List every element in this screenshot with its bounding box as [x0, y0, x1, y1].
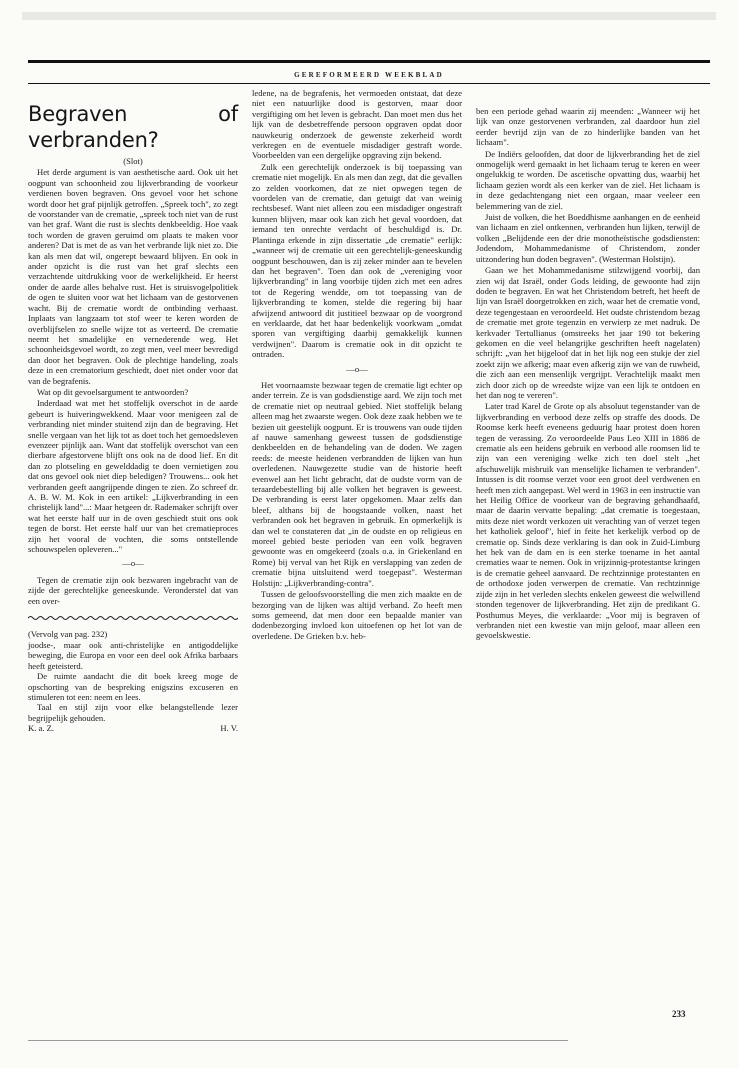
- paragraph: Tussen de geloofsvoorstelling die men zich maakte en de bezorging van de lijken was altijd verband. Zo heeft men soms gemeend, dat men door een bepaalde manier van dodenbezorging invloed kon uitoefenen op het lot van de overledene. De Grieken b.v. heb-: [252, 589, 462, 641]
- article-title: Begraven of verbranden?: [28, 102, 238, 152]
- section-separator: —o—: [346, 363, 368, 374]
- section-separator: —o—: [122, 558, 144, 569]
- header-rule-bottom: [28, 83, 710, 84]
- paragraph: Het voornaamste bezwaar tegen de crematie ligt echter op ander terrein. Ze is van godsdienstige aard. We zijn toch met de crematie niet op neutraal gebied. Niet stoffelijk belang alleen mag het zwaarste wegen. Ook deze zaak hebben we te bezien uit geestelijk oogpunt. Er is trouwens van oude tijden af nauwe samenhang geweest tussen de godsdienstige denkbeelden en de behandeling van de doden. We zagen reeds: de meeste heidenen verbrandden de lijken van hun overledenen. Nauwgezette studie van de historie heeft evenwel aan het licht gebracht, dat de oudste vorm van de teraardebestelling bij alle volken het begraven is geweest. De verbranding is eerst later opgekomen. Maar zelfs dan bleef, althans bij de hoogstaande volken, naast het verbranden ook het begraven in gebruik. En opmerkelijk is dan wel te constateren dat „in de oudste en op religieus en moreel gebied beste perioden van een volk begraven gewoonte was en omgekeerd (zoals o.a. in Griekenland en Rome) bij verval van het Rijk en verslapping van zeden de crematie bijna uitsluitend werd toegepast". Westerman Holstijn: „Lijkverbranding-contra".: [252, 379, 462, 588]
- continuation-block: [28, 629, 238, 733]
- signature-left: K. a. Z.: [28, 723, 55, 734]
- paragraph: Taal en stijl zijn voor elke belangstellende lezer begrijpelijk gehouden.: [28, 702, 238, 723]
- column-3: [476, 106, 700, 642]
- header-rule-top: [28, 60, 710, 63]
- paragraph: ledene, na de begrafenis, het vermoeden ontstaat, dat deze niet een natuurlijke dood is gestorven, maar door vergiftiging om het leven is gebracht. Dan moet men dus het lijk van de desbetreffende persoon opgraven opdat door nauwkeurig onderzoek de gewenste zekerheid wordt verkregen en de eventuele misdadiger gestraft worde. Voorbeelden van een dergelijke opgraving zijn bekend.: [252, 88, 462, 161]
- paragraph: Tegen de crematie zijn ook bezwaren ingebracht van de zijde der gerechtelijke geneeskunde. Veronderstel dat van een over-: [28, 574, 238, 606]
- paragraph: Gaan we het Mohammedanisme stilzwijgend voorbij, dan zien wij dat Israël, onder Gods leiding, de gewoonte had zijn doden te begraven. En wat het Christendom betreft, het heeft de lijn van Israël doorgetrokken en zich, waar het de crematie vond, deze tegengestaan en veroordeeld. Het oudste christendom bezag de crematie met grote tegenzin en verwierp ze met nadruk. De kerkvader Tertullianus (omstreeks het jaar 190 tot bekering gekomen en die veel belangrijke geschriften heeft nagelaten) schrijft: „van het bijgeloof dat in het lijk nog een stukje der ziel zoekt zijn we afkerig; maar even afkerig zijn we van de ruwheid, die zich aan een mensenlijk vergrijpt. Verachtelijk maakt men zich door zich op de wreedste wijze van een lijk te ontdoen en het dan nog te vereren".: [476, 265, 700, 400]
- paragraph: Juist de volken, die het Boeddhisme aanhangen en de eenheid van lichaam en ziel ontkennen, verbranden hun lijken, terwijl de volken „Belijdende een der drie monotheïstische godsdiensten: Jodendom, Mohammedanisme of Christendom, zonder uitzondering hun doden begraven". (Westerman Holstijn).: [476, 212, 700, 264]
- running-head: GEREFORMEERD WEEKBLAD: [294, 71, 444, 79]
- column-2: [252, 88, 462, 642]
- paragraph: ben een periode gehad waarin zij meenden: „Wanneer wij het lijk van onze gestorvenen verbranden, zal daardoor hun ziel eerder bevrijd zijn van de zo hinderlijke banden van het lichaam".: [476, 106, 700, 148]
- paragraph: De Indiërs geloofden, dat door de lijkverbranding het de ziel onmogelijk werd gemaakt in het lichaam terug te keren en weer ongelukkig te worden. De ascetische opvatting dus, waarbij het lichaam gezien wordt als een kerker van de ziel. Het lichaam is in deze gedachtengang niet een orgaan, maar veeleer een belemmering van de ziel.: [476, 148, 700, 211]
- bottom-rule: [28, 1040, 568, 1041]
- paragraph: Wat op dit gevoelsargument te antwoorden?: [37, 386, 189, 397]
- paragraph: Later trad Karel de Grote op als absoluut tegenstander van de lijkverbranding en verbood deze zelfs op straffe des doods. De Roomse kerk heeft eveneens geduurig haar protest doen horen tegen de verassing. Zo veroordeelde Paus Leo XIII in 1886 de crematie als een heidens gebruik en verbood alle roomsen lid te zijn van een vereniging welke zich ten doel stelt „het afschuwelijk misbruik van menselijke lichamen te verbranden". Intussen is dit roomse verzet voor een groot deel verdwenen en heeft men zich aangepast. Wel werd in 1963 in een instructie van het Heilig Office de voorkeur van de begraving gehandhaafd, maar de daarin vervatte bepaling: „dat crematie is toegestaan, mits deze niet wordt verkozen uit verachting van of verzet tegen het katholiek geloof", hief in feite het kerkelijk verbod op de crematie op. Sinds deze verklaring is dan ook in Zuid-Limburg het hek van de dam en is een sterke toename in het aantal crematies waar te nemen. Ook in vrijzinnig-protestantse kringen is de crematie geheel aanvaard. De rechtzinnige protestanten en de orthodoxe joden verwerpen de crematie. Van rechtzinnige zijde zijn in het verleden slechts enkelen geweest die welwillend stonden tegenover de lijkverbranding. Het zijn de predikant G. Posthumus Meyes, die verklaarde: „Voor mij is begraven of verbranden niet een kwestie van mijn geloof, maar alleen een gevoelskwestie.: [476, 401, 700, 641]
- signature-right: H. V.: [220, 723, 238, 734]
- wavy-divider: [28, 615, 238, 621]
- column-1: [28, 88, 238, 734]
- paragraph: Inderdaad wat met het stoffelijk overschot in de aarde gebeurt is huiveringwekkend. Maar voor menigeen zal de verbranding niet minder stuitend zijn dan de begraving. Het snelle vergaan van het lijk tot as doet toch het gemoedsleven evenzeer pijnlijk aan. Want dat stoffelijk overschot van een dierbare afgestorvene blijft ons ook na de dood lief. En dit dan zo plotseling en gewelddadig te doen vernietigen zou dat ons gevoel ook niet diep beledigen? Trouwens... ook het verbranden geeft aangrijpende dingen te zien. Zo schreef dr. A. B. W. M. Kok in een artikel: „Lijkverbranding in een christelijk land"...: Maar hetgeen dr. Rademaker schrijft over wat het eerste half uur in de oven geschiedt stuit ons ook tegen de borst. Het eerste half uur van het crematieproces zijn het vooral de vochten, die soms ontstellende schouwspelen opleveren...": [28, 398, 238, 555]
- paragraph: Zulk een gerechtelijk onderzoek is bij toepassing van crematie niet mogelijk. En als men dan zegt, dat die gevallen zo zelden voorkomen, dat ze niet opwegen tegen de voordelen van de crematie, dan getuigt dat van weinig rechtsbesef. Want niet alleen zou een misdadiger ongestraft kunnen blijven, maar ook kan zich het geval voordoen, dat iemand ten onrechte verdacht of beschuldigd is. Dr. Plantinga erkende in zijn dissertatie „de crematie" eerlijk: „wanneer wij de crematie uit een gerechtelijk-geneeskundig oogpunt beschouwen, dan is zij zeker minder aan te bevelen dan het begraven". Toen dan ook de „vereniging voor lijkverbranding" in lang voorbije tijden zich met een adres tot de Regering wendde, om tot toepassing van de lijkverbranding te komen, stelde die regering bij haar afwijzend antwoord dit justitieel bezwaar op de voorgrond en verklaarde, dat het haar bedenkelijk voorkwam „omdat sporen van vergiftiging daarbij gemakkelijk kunnen verdwijnen". Daarom is crematie ook in dit opzicht te ontraden.: [252, 161, 462, 360]
- page-number: 233: [672, 1009, 686, 1019]
- paragraph: joodse-, maar ook anti-christelijke en antigoddelijke beweging, die Europa en voor een deel ook Afrika barbaars heeft geteisterd.: [28, 639, 238, 671]
- signature-line: [28, 723, 238, 733]
- page-edge: [22, 12, 716, 20]
- article-subtitle: (Slot): [123, 156, 143, 166]
- paragraph: De ruimte aandacht die dit boek kreeg moge de opschorting van de bespreking enigszins excuseren en stimuleren tot een: neem en lees.: [28, 671, 238, 702]
- paragraph: Het derde argument is van aesthetische aard. Ook uit het oogpunt van schoonheid zou lijkverbranding de voorkeur verdienen boven begraven. Ons gevoel voor het schone wordt door het graf pijnlijk getroffen. „Spreek toch", zo zegt de voorstander van de crematie, „spreek toch niet van de rust van het graf. Want die rust is slechts denkbeeldig. Hoe vaak toch worden de graven geruimd om plaats te maken voor anderen? Dat is met de as van het verbrande lijk niet zo. Die kan als men dat wil, ongerept bewaard blijven. En ook in ander opzicht is die rust van het graf slechts een verzachtende uitdrukking voor de werkelijkheid. Er heerst onder de aarde alles behalve rust. Het is struisvogelpolitiek de ogen te sluiten voor wat het lichaam van de gestorvenen wacht. Bij de crematie wordt de ontbinding verhaast. Inplaats van langzaam tot stof weer te keren worden de overblijfselen zo snelle wijze tot as verteerd. De crematie neemt het smadelijke en vernederende weg. Het schoonheidsgevoel wordt, zo zegt men, veel meer bevredigd dan door het begraven. Ook de plechtige handeling, zoals deze in een crematorium geschiedt, doet niet onder voor dat van de begrafenis.: [28, 167, 238, 386]
- continuation-ref: (Vervolg van pag. 232): [28, 629, 108, 640]
